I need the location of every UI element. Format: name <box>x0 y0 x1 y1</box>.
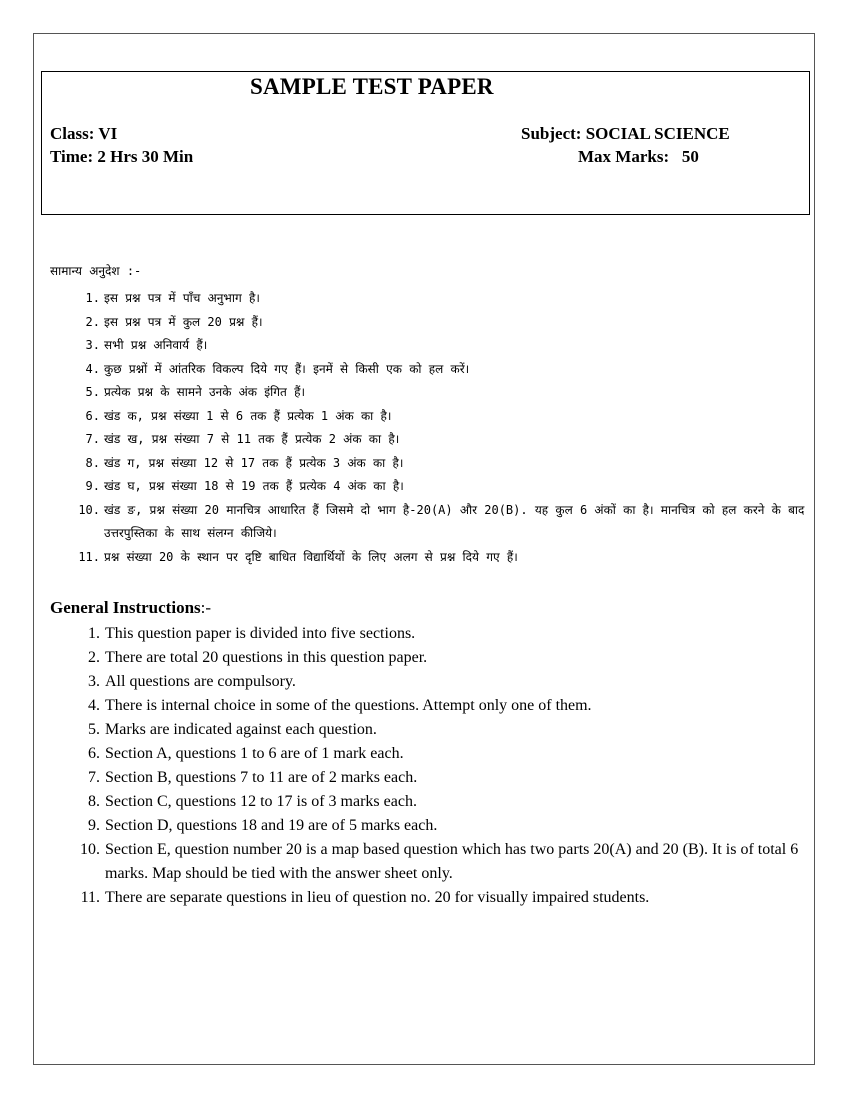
item-text: खंड ग, प्रश्न संख्या 12 से 17 तक हैं प्रत्येक 3 अंक का है। <box>104 455 404 470</box>
item-number: 9. <box>85 479 100 493</box>
page-title: SAMPLE TEST PAPER <box>250 74 494 99</box>
item-text: All questions are compulsory. <box>105 673 296 690</box>
item-text: Marks are indicated against each question. <box>105 721 377 738</box>
item-number: 11. <box>80 889 100 906</box>
list-item <box>50 499 810 546</box>
item-number: 2. <box>85 314 100 329</box>
hindi-instructions-list <box>50 287 810 569</box>
item-text: Section A, questions 1 to 6 are of 1 mark each. <box>105 745 404 762</box>
item-number: 3. <box>85 338 100 352</box>
item-text: कुछ प्रश्नों में आंतरिक विकल्प दिये गए हैं। इनमें से किसी एक को हल करें। <box>104 361 470 376</box>
item-number: 5. <box>85 385 100 399</box>
general-instructions-suffix: :- <box>200 598 212 617</box>
item-text: इस प्रश्न पत्र में पाँच अनुभाग है। <box>104 291 260 305</box>
class-label: Class: VI <box>50 124 118 143</box>
item-text: खंड ख, प्रश्न संख्या 7 से 11 तक हैं प्रत्येक 2 अंक का है। <box>104 432 400 446</box>
list-item <box>50 358 810 382</box>
list-item <box>50 334 810 358</box>
item-text: There are total 20 questions in this question paper. <box>105 649 428 666</box>
general-instructions-list <box>50 622 810 910</box>
item-number: 8. <box>88 793 100 810</box>
item-text: This question paper is divided into five sections. <box>105 625 416 642</box>
item-text: Section B, questions 7 to 11 are of 2 marks each. <box>105 769 418 786</box>
item-number: 6. <box>88 745 100 762</box>
list-item <box>50 766 810 790</box>
list-item <box>50 694 810 718</box>
item-text: Section E, question number 20 is a map based question which has two parts 20(A) and 20 (B). It is of total 6 marks. Map should be tied with the answer sheet only. <box>105 841 799 882</box>
list-item <box>50 381 810 405</box>
hindi-instructions-heading: सामान्य अनुदेश :- <box>50 264 142 278</box>
item-number: 4. <box>85 361 100 376</box>
item-number: 8. <box>85 455 100 470</box>
list-item <box>50 622 810 646</box>
item-text: प्रश्न संख्या 20 के स्थान पर दृष्टि बाधित विद्यार्थियों के लिए अलग से प्रश्न दिये गए हैं। <box>104 549 518 564</box>
general-instructions-heading <box>50 598 211 618</box>
list-item <box>50 287 810 311</box>
item-number: 2. <box>88 649 100 666</box>
item-number: 6. <box>85 408 100 423</box>
list-item <box>50 428 810 452</box>
list-item <box>50 886 810 910</box>
item-number: 11. <box>78 549 100 564</box>
time-label: Time: 2 Hrs 30 Min <box>50 147 194 166</box>
max-marks-label: Max Marks: 50 <box>578 147 699 166</box>
item-number: 5. <box>88 721 100 738</box>
item-text: There is internal choice in some of the questions. Attempt only one of them. <box>105 697 592 714</box>
list-item <box>50 670 810 694</box>
item-number: 9. <box>88 817 100 834</box>
item-number: 4. <box>88 697 100 714</box>
item-text: खंड क, प्रश्न संख्या 1 से 6 तक हैं प्रत्येक 1 अंक का है। <box>104 408 392 423</box>
list-item <box>50 814 810 838</box>
list-item <box>50 718 810 742</box>
item-text: Section D, questions 18 and 19 are of 5 marks each. <box>105 817 438 834</box>
item-text: खंड ङ, प्रश्न संख्या 20 मानचित्र आधारित हैं जिसमे दो भाग है-20(A) और 20(B). यह कुल 6 अंकों का है। मानचित्र को हल करने के बाद उत्तरपुस्तिका के साथ संलग्न कीजिये। <box>104 502 805 540</box>
item-number: 1. <box>85 291 100 305</box>
general-instructions-title: General Instructions <box>50 598 201 617</box>
list-item <box>50 742 810 766</box>
item-number: 7. <box>88 769 100 786</box>
item-text: Section C, questions 12 to 17 is of 3 marks each. <box>105 793 417 810</box>
item-number: 7. <box>85 432 100 446</box>
list-item <box>50 838 810 886</box>
item-text: There are separate questions in lieu of question no. 20 for visually impaired students. <box>105 889 650 906</box>
item-text: खंड घ, प्रश्न संख्या 18 से 19 तक हैं प्रत्येक 4 अंक का है। <box>104 479 404 493</box>
list-item <box>50 405 810 429</box>
list-item <box>50 790 810 814</box>
subject-label: Subject: SOCIAL SCIENCE <box>521 124 730 143</box>
list-item <box>50 546 810 570</box>
list-item <box>50 452 810 476</box>
item-number: 10. <box>80 841 100 858</box>
list-item <box>50 311 810 335</box>
item-number: 10. <box>78 502 100 517</box>
item-text: सभी प्रश्न अनिवार्य हैं। <box>104 338 208 352</box>
item-number: 1. <box>88 625 100 642</box>
list-item <box>50 646 810 670</box>
list-item <box>50 475 810 499</box>
item-text: इस प्रश्न पत्र में कुल 20 प्रश्न हैं। <box>104 314 263 329</box>
item-number: 3. <box>88 673 100 690</box>
item-text: प्रत्येक प्रश्न के सामने उनके अंक इंगित हैं। <box>104 385 305 399</box>
